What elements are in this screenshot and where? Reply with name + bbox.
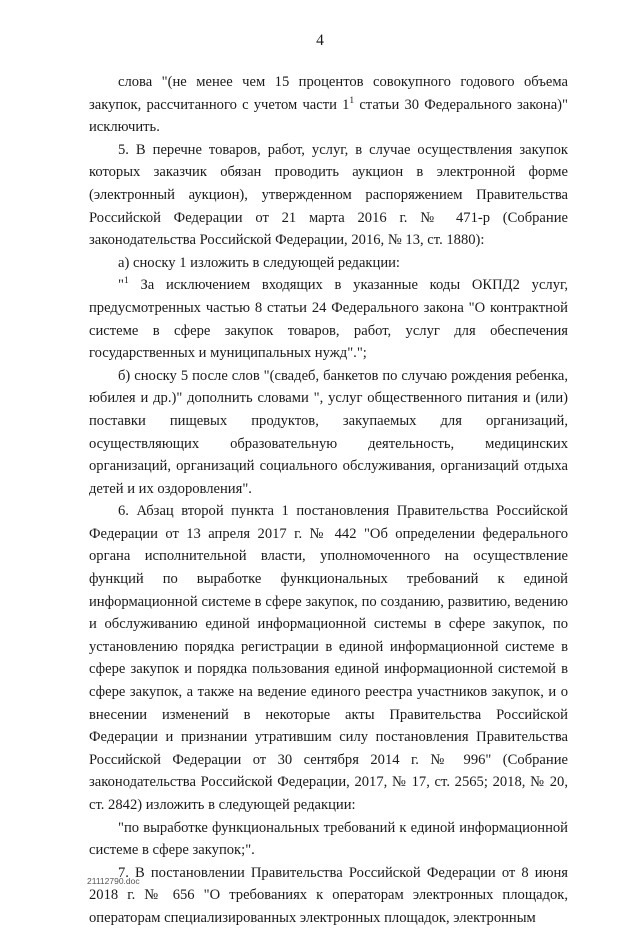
paragraph-subitem-a: а) сноску 1 изложить в следующей редакции: (118, 254, 400, 271)
paragraph-item-6: 6. Абзац второй пункта 1 постановления Правительства Российской Федерации от 13 апреля 2017 г. № 442 "Об определении федерального органа исполнительной власти, уполномоченного на осуществление функций по выработке функциональных требований к единой информационной системе в сфере закупок, по созданию, развитию, ведению и обслуживанию единой информационной системы в сфере закупок, по установлению порядка регистрации в единой информационной системе в сфере закупок и порядка пользования единой информационной системой в сфере закупок, а также на ведение единого реестра участников закупок, и о внесении изменений в некоторые акты Правительства Российской Федерации и признании утратившим силу постановления Правительства Российской Федерации от 30 сентября 2014 г. № 996" (Собрание законодательства Российской Федерации, 2017, № 17, ст. 2565; 2018, № 20, ст. 2842) изложить в следующей редакции: (89, 503, 568, 813)
superscript-mark: 1 (349, 95, 355, 106)
page-number: 4 (316, 32, 324, 49)
paragraph-footnote-quote: " (118, 277, 124, 294)
paragraph-1 (89, 71, 568, 139)
paragraph-item-7: 7. В постановлении Правительства Российской Федерации от 8 июня 2018 г. № 656 "О требованиях к операторам электронных площадок, операторам специализированных электронных площадок, электронным (89, 864, 568, 926)
paragraph-item-5: 5. В перечне товаров, работ, услуг, в случае осуществления закупок которых заказчик обязан проводить аукцион в электронной форме (электронный аукцион), утвержденном распоряжением Правительства Российской Федерации от 21 марта 2016 г. № 471-р (Собрание законодательства Российской Федерации, 2016, № 13, ст. 1880): (89, 141, 568, 249)
paragraph-1-text-b: статьи 30 Федерального закона)" исключить. (89, 96, 568, 136)
superscript-mark: 1 (123, 276, 129, 287)
document-body (89, 71, 568, 930)
paragraph-1-text-a: слова "(не менее чем 15 процентов совокупного годового объема закупок, рассчитанного с учетом части 1 (89, 74, 568, 113)
paragraph-footnote-body: За исключением входящих в указанные коды ОКПД2 услуг, предусмотренных частью 8 статьи 24 Федерального закона "О контрактной системе в сфере закупок товаров, работ, услуг для обеспечения государственных и муниципальных нужд"."; (89, 277, 568, 362)
paragraph-footnote-text (89, 274, 568, 364)
paragraph-new-wording: "по выработке функциональных требований к единой информационной системе в сфере закупок;". (89, 819, 568, 859)
paragraph-subitem-b: б) сноску 5 после слов "(свадеб, банкетов по случаю рождения ребенка, юбилея и др.)" дополнить словами ", услуг общественного питания и (или) поставки пищевых продуктов, закупаемых для организаций, осуществляющих образовательную деятельность, медицинских организаций, организаций социального обслуживания, организаций отдыха детей и их оздоровления". (89, 367, 568, 497)
footer-filename: 21112790.doc (87, 876, 140, 886)
